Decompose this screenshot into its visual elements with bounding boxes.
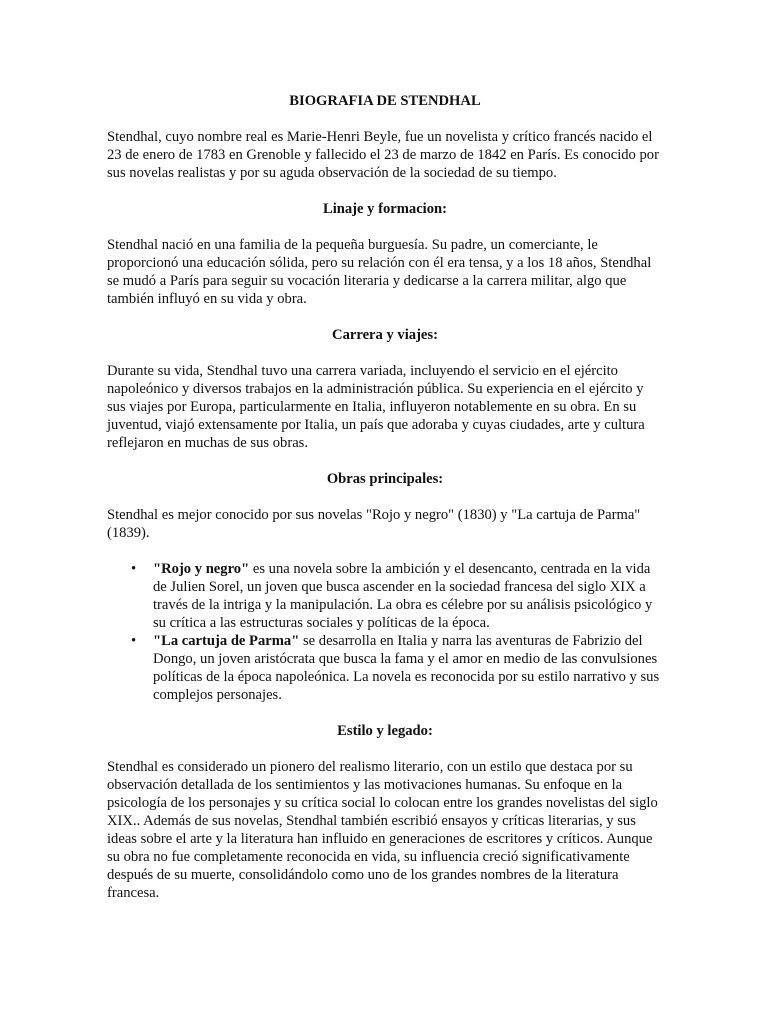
work-description: se desarrolla en Italia y narra las aventuras de Fabrizio del Dongo, un joven aristócrata que busca la fama y el amor en medio de las convulsiones políticas de la época napoleónica. La novela es reconocida por su estilo narrativo y sus complejos personajes.: [153, 633, 660, 703]
section-paragraph-carrera: Durante su vida, Stendhal tuvo una carrera variada, incluyendo el servicio en el ejército napoleónico y diversos trabajos en la administración pública. Su experiencia en el ejército y sus viajes por Europa, particularmente en Italia, influyeron notablemente en su obra. En su juventud, viajó extensamente por Italia, un país que adoraba y cuyas ciudades, arte y cultura reflejaron en muchas de sus obras.: [107, 363, 645, 451]
work-title: "Rojo y negro": [153, 561, 250, 577]
work-title: "La cartuja de Parma": [153, 633, 300, 649]
section-heading-obras: Obras principales:: [326, 471, 444, 487]
section-paragraph-obras: Stendhal es mejor conocido por sus novelas "Rojo y negro" (1830) y "La cartuja de Parma" (1839).: [107, 507, 641, 541]
section-heading-carrera: Carrera y viajes:: [332, 327, 438, 343]
bullet-icon: •: [131, 633, 137, 649]
works-list: [107, 560, 663, 704]
section-heading-estilo: Estilo y legado:: [337, 723, 433, 739]
intro-paragraph: Stendhal, cuyo nombre real es Marie-Henri Beyle, fue un novelista y crítico francés nacido el 23 de enero de 1783 en Grenoble y fallecido el 23 de marzo de 1842 en París. Es conocido por sus novelas realistas y por su aguda observación de la sociedad de su tiempo.: [107, 129, 659, 181]
list-item: [131, 560, 663, 632]
document-page: [107, 92, 663, 902]
section-heading-linaje: Linaje y formacion:: [322, 201, 448, 217]
list-item: [131, 632, 663, 704]
work-description: es una novela sobre la ambición y el desencanto, centrada en la vida de Julien Sorel, un joven que busca ascender en la sociedad francesa del siglo XIX a través de la intriga y la manipulación. La obra es célebre por su análisis psicológico y su crítica a las estructuras sociales y políticas de la época.: [153, 561, 653, 631]
section-paragraph-estilo: Stendhal es considerado un pionero del realismo literario, con un estilo que destaca por su observación detallada de los sentimientos y las motivaciones humanas. Su enfoque en la psicología de los personajes y su crítica social lo colocan entre los grandes novelistas del siglo XIX.. Además de sus novelas, Stendhal también escribió ensayos y críticas literarias, y sus ideas sobre el arte y la literatura han influido en generaciones de escritores y críticos. Aunque su obra no fue completamente reconocida en vida, su influencia creció significativamente después de su muerte, consolidándolo como uno de los grandes nombres de la literatura francesa.: [107, 759, 658, 901]
bullet-icon: •: [131, 561, 137, 577]
section-paragraph-linaje: Stendhal nació en una familia de la pequeña burguesía. Su padre, un comerciante, le proporcionó una educación sólida, pero su relación con él era tensa, y a los 18 años, Stendhal se mudó a París para seguir su vocación literaria y dedicarse a la carrera militar, algo que también influyó en su vida y obra.: [107, 237, 652, 307]
document-title: BIOGRAFIA DE STENDHAL: [289, 93, 481, 109]
